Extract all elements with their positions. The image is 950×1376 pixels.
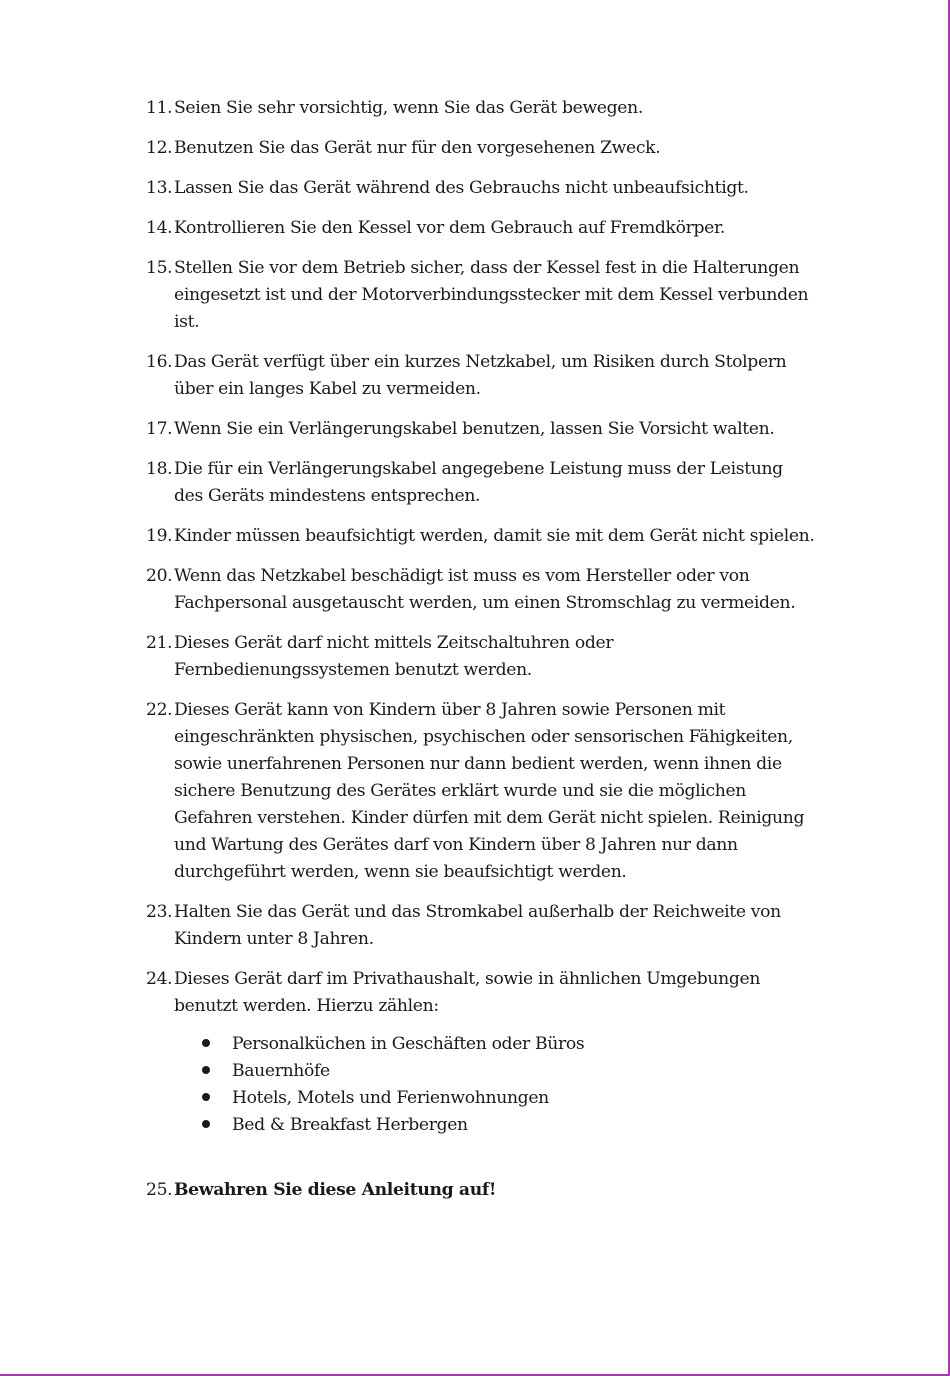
item-number: 15. — [146, 258, 173, 278]
list-item — [146, 899, 816, 953]
item-number: 18. — [146, 459, 173, 479]
bullet-text: Bauernhöfe — [232, 1061, 330, 1081]
list-item — [146, 349, 816, 403]
item-text: Halten Sie das Gerät und das Stromkabel außerhalb der Reichweite von Kindern unter 8 Jahren. — [174, 902, 781, 949]
item-number: 14. — [146, 218, 173, 238]
list-item — [146, 523, 816, 550]
list-item — [146, 95, 816, 122]
bullet-dot-icon — [202, 1066, 210, 1074]
item-text-bold: Bewahren Sie diese Anleitung auf! — [174, 1180, 497, 1200]
item-text: Kinder müssen beaufsichtigt werden, damit sie mit dem Gerät nicht spielen. — [174, 526, 815, 546]
bullet-dot-icon — [202, 1120, 210, 1128]
item-number: 17. — [146, 419, 173, 439]
bullet-dot-icon — [202, 1093, 210, 1101]
item-number: 24. — [146, 969, 173, 989]
item-text: Das Gerät verfügt über ein kurzes Netzkabel, um Risiken durch Stolpern über ein langes Kabel zu vermeiden. — [174, 352, 787, 399]
item-number: 13. — [146, 178, 173, 198]
bullet-text: Personalküchen in Geschäften oder Büros — [232, 1034, 585, 1054]
item-text: Wenn Sie ein Verlängerungskabel benutzen, lassen Sie Vorsicht walten. — [174, 419, 775, 439]
item-number: 21. — [146, 633, 173, 653]
item-number: 20. — [146, 566, 173, 586]
list-item — [146, 966, 816, 1020]
item-text: Die für ein Verlängerungskabel angegebene Leistung muss der Leistung des Geräts mindestens entsprechen. — [174, 459, 783, 506]
item-number: 22. — [146, 700, 173, 720]
list-item — [146, 697, 816, 886]
bullet-item — [202, 1058, 816, 1085]
list-item — [146, 456, 816, 510]
list-item — [146, 255, 816, 336]
item-number: 11. — [146, 98, 173, 118]
item-text: Dieses Gerät kann von Kindern über 8 Jahren sowie Personen mit eingeschränkten physischen, psychischen oder sensorischen Fähigkeiten, sowie unerfahrenen Personen nur dann bedient werden, wenn ihnen die sichere Benutzung des Gerätes erklärt wurde und sie die möglichen Gefahren verstehen. Kinder dürfen mit dem Gerät nicht spielen. Reinigung und Wartung des Gerätes darf von Kindern über 8 Jahren nur dann durchgeführt werden, wenn sie beaufsichtigt werden. — [174, 700, 805, 882]
list-item — [146, 563, 816, 617]
list-item — [146, 215, 816, 242]
list-item-final — [146, 1177, 816, 1204]
item-number: 16. — [146, 352, 173, 372]
item-text: Dieses Gerät darf nicht mittels Zeitschaltuhren oder Fernbedienungssystemen benutzt werden. — [174, 633, 614, 680]
item-text: Stellen Sie vor dem Betrieb sicher, dass der Kessel fest in die Halterungen eingesetzt ist und der Motorverbindungsstecker mit dem Kessel verbunden ist. — [174, 258, 809, 332]
bullet-text: Hotels, Motels und Ferienwohnungen — [232, 1088, 549, 1108]
item-text: Seien Sie sehr vorsichtig, wenn Sie das Gerät bewegen. — [174, 98, 643, 118]
item-text: Benutzen Sie das Gerät nur für den vorgesehenen Zweck. — [174, 138, 661, 158]
list-item — [146, 175, 816, 202]
item-text: Dieses Gerät darf im Privathaushalt, sowie in ähnlichen Umgebungen benutzt werden. Hierzu zählen: — [174, 969, 761, 1016]
item-number: 12. — [146, 138, 173, 158]
bullet-dot-icon — [202, 1039, 210, 1047]
bullet-list — [146, 1031, 816, 1139]
item-number: 19. — [146, 526, 173, 546]
bullet-item — [202, 1112, 816, 1139]
instructions-list — [146, 95, 816, 1217]
list-item — [146, 416, 816, 443]
item-text: Wenn das Netzkabel beschädigt ist muss es vom Hersteller oder von Fachpersonal ausgetauscht werden, um einen Stromschlag zu vermeiden. — [174, 566, 796, 613]
bullet-text: Bed & Breakfast Herbergen — [232, 1115, 468, 1135]
item-text: Lassen Sie das Gerät während des Gebrauchs nicht unbeaufsichtigt. — [174, 178, 749, 198]
item-number: 25. — [146, 1180, 173, 1200]
item-number: 23. — [146, 902, 173, 922]
bullet-item — [202, 1031, 816, 1058]
bullet-item — [202, 1085, 816, 1112]
list-item — [146, 630, 816, 684]
item-text: Kontrollieren Sie den Kessel vor dem Gebrauch auf Fremdkörper. — [174, 218, 726, 238]
list-item — [146, 135, 816, 162]
